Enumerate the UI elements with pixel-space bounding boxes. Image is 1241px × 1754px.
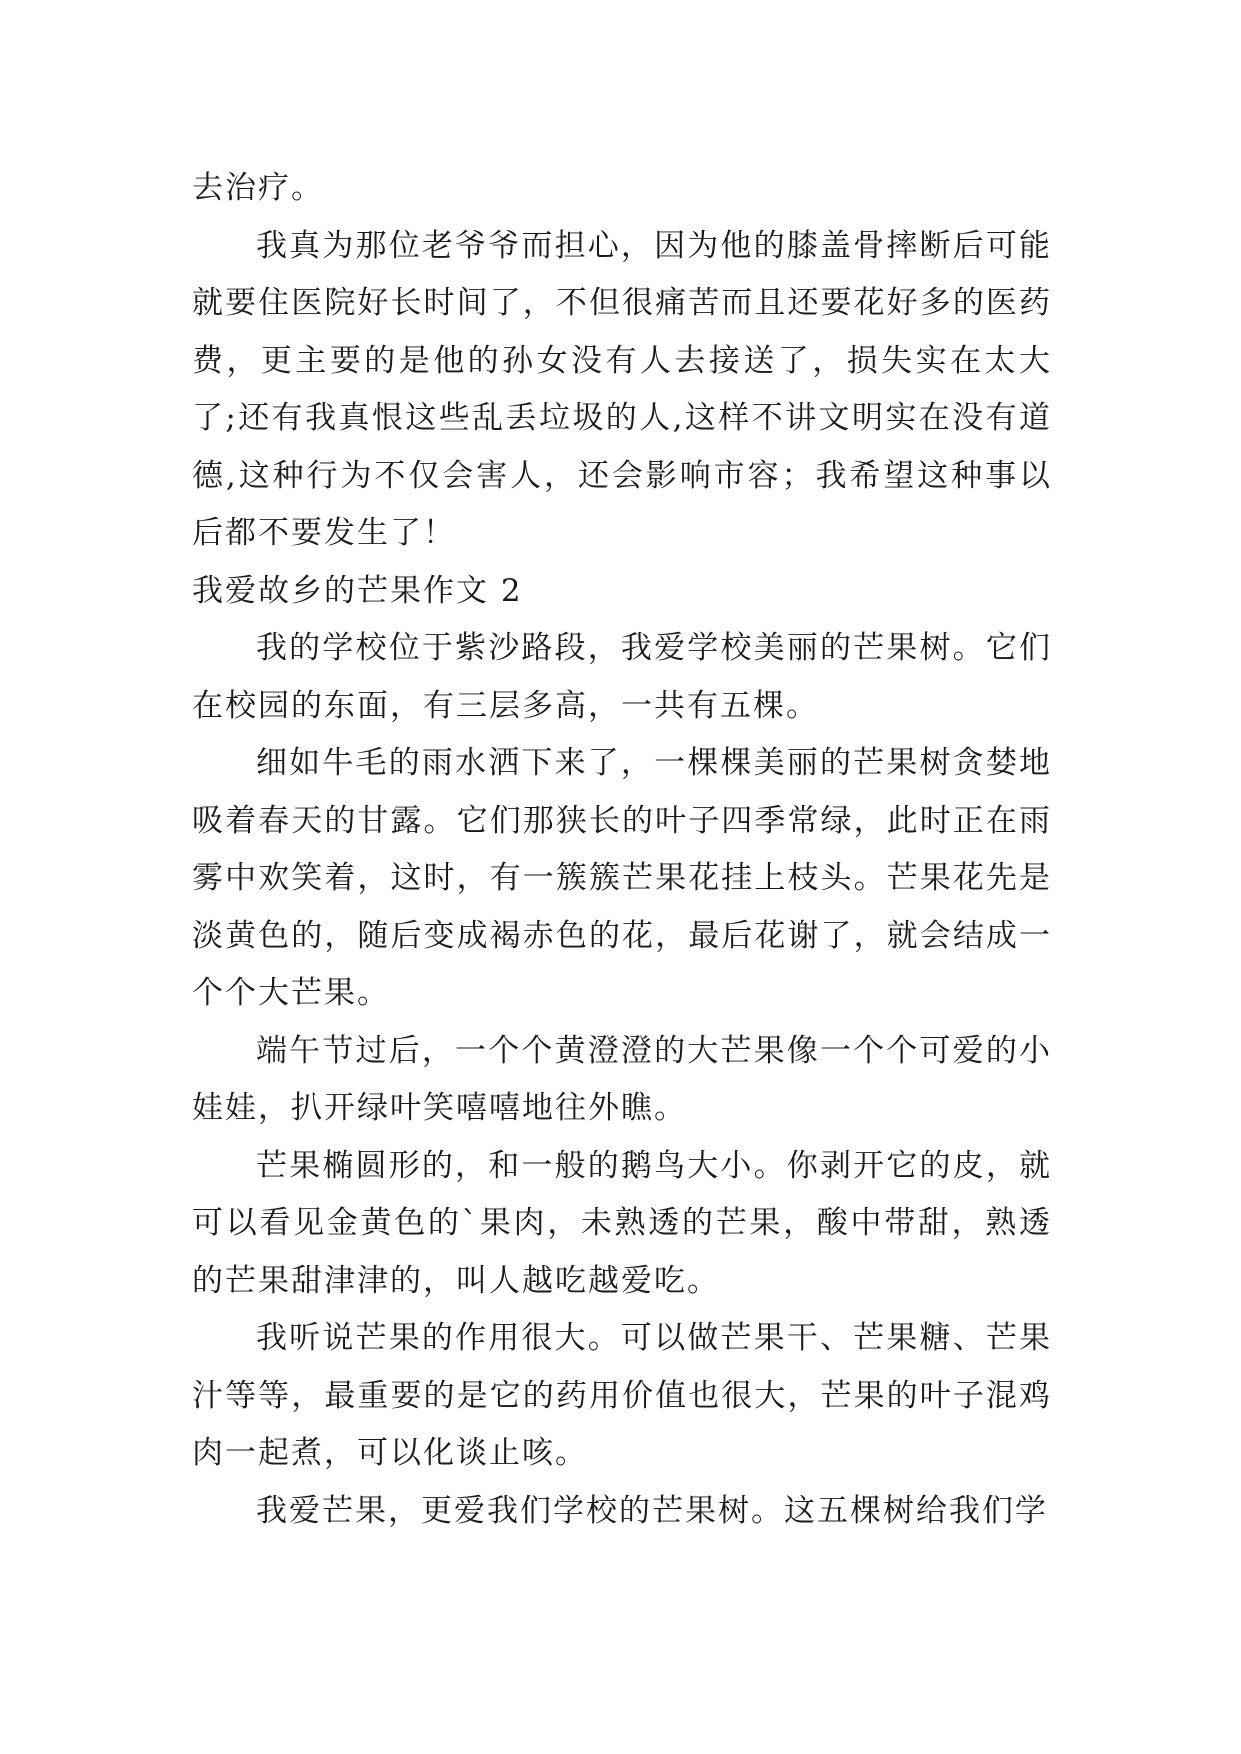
section-heading: 我爱故乡的芒果作文 2 — [192, 572, 523, 609]
paragraph-mango-shape: 芒果椭圆形的，和一般的鹅鸟大小。你剥开它的皮，就可以看见金黄色的`果肉，未熟透的芒果，酸中带甜，熟透的芒果甜津津的，叫人越吃越爱吃。 — [192, 1147, 1052, 1299]
paragraph-continuation: 去治疗。 — [192, 170, 324, 206]
paragraph-love-mango: 我爱芒果，更爱我们学校的芒果树。这五棵树给我们学 — [256, 1492, 1048, 1529]
paragraph-spring-rain: 细如牛毛的雨水洒下来了，一棵棵美丽的芒果树贪婪地吸着春天的甘露。它们那狭长的叶子四季常绿，此时正在雨雾中欢笑着，这时，有一簇簇芒果花挂上枝头。芒果花先是淡黄色的，随后变成褐赤色的花，最后花谢了，就会结成一个个大芒果。 — [192, 745, 1052, 1011]
paragraph-school-location: 我的学校位于紫沙路段，我爱学校美丽的芒果树。它们在校园的东面，有三层多高，一共有五棵。 — [192, 630, 1052, 724]
paragraph-mango-uses: 我听说芒果的作用很大。可以做芒果干、芒果糖、芒果汁等等，最重要的是它的药用价值也很大，芒果的叶子混鸡肉一起煮，可以化谈止咳。 — [192, 1320, 1052, 1471]
paragraph-dragon-boat: 端午节过后，一个个黄澄澄的大芒果像一个个可爱的小娃娃，扒开绿叶笑嘻嘻地往外瞧。 — [192, 1032, 1052, 1126]
paragraph-worry: 我真为那位老爷爷而担心，因为他的膝盖骨摔断后可能就要住医院好长时间了，不但很痛苦而且还要花好多的医药费，更主要的是他的孙女没有人去接送了，损失实在太大了;还有我真恨这些乱丢垃圾的人,这样不讲文明实在没有道德,这种行为不仅会害人，还会影响市容；我希望这种事以后都不要发生了！ — [192, 227, 1052, 551]
document-body — [192, 160, 1052, 1540]
